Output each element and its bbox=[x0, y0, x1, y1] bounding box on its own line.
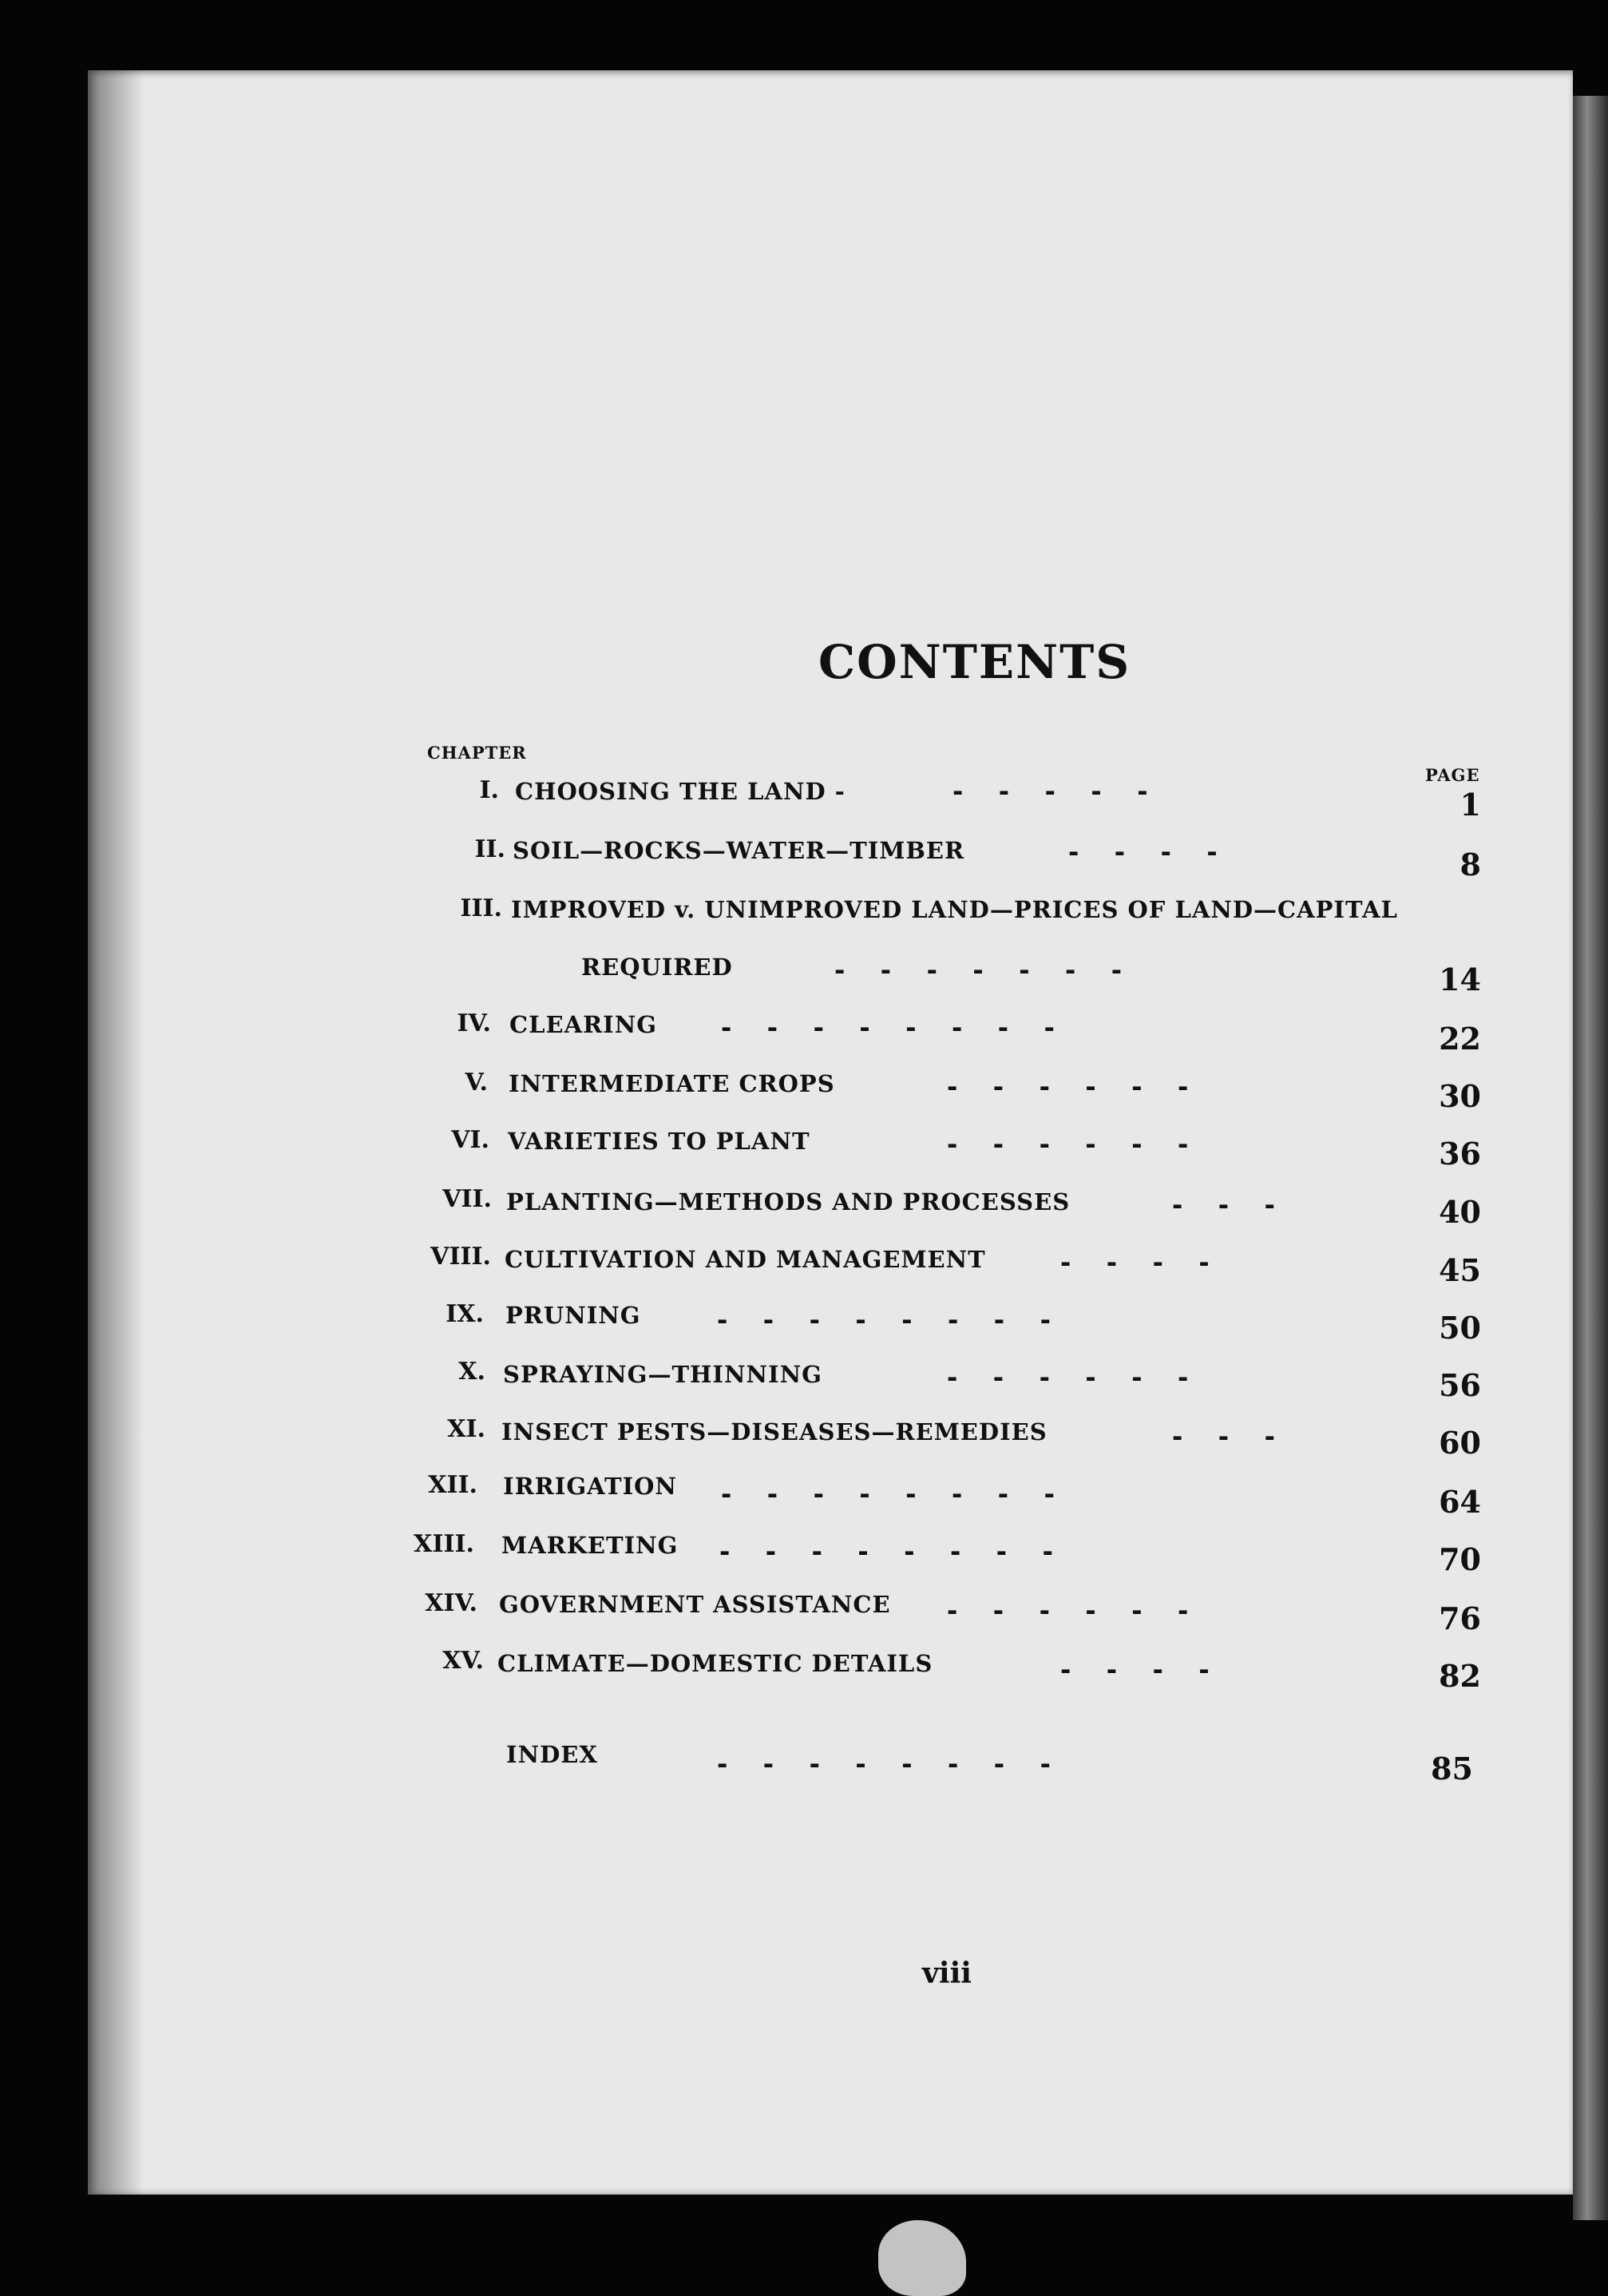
leader-dots: - - - - bbox=[1058, 1655, 1212, 1685]
page-edge bbox=[1573, 96, 1608, 2220]
chapter-number: VIII. bbox=[430, 1243, 491, 1271]
leader-dots: - - - - - - bbox=[945, 1362, 1191, 1393]
chapter-number: XII. bbox=[428, 1471, 477, 1499]
chapter-title-continuation: REQUIRED bbox=[581, 954, 733, 981]
leader-dots: - - - - - - - - bbox=[717, 1537, 1055, 1567]
chapter-number: IX. bbox=[446, 1300, 484, 1328]
chapter-number: I. bbox=[479, 776, 499, 804]
page-number: 85 bbox=[1431, 1751, 1473, 1786]
page-number: 36 bbox=[1439, 1136, 1481, 1172]
chapter-number: XIII. bbox=[414, 1530, 474, 1558]
page-number: 14 bbox=[1439, 962, 1481, 997]
page-number: 45 bbox=[1439, 1252, 1481, 1288]
chapter-column-heading: CHAPTER bbox=[427, 743, 527, 763]
chapter-title: GOVERNMENT ASSISTANCE bbox=[499, 1591, 891, 1618]
chapter-number: VII. bbox=[442, 1185, 492, 1213]
chapter-title: IMPROVED v. UNIMPROVED LAND—PRICES OF LAND—CAPITAL bbox=[511, 896, 1398, 923]
leader-dots: - - - - - - bbox=[945, 1596, 1191, 1626]
page-number: 70 bbox=[1439, 1541, 1481, 1577]
chapter-number: VI. bbox=[451, 1126, 489, 1154]
chapter-title: IRRIGATION bbox=[503, 1473, 677, 1500]
page-column-heading: PAGE bbox=[1425, 765, 1480, 785]
leader-dots: - - - - - - - - bbox=[719, 1013, 1057, 1043]
page-number: 64 bbox=[1439, 1484, 1481, 1520]
page-title: CONTENTS bbox=[818, 635, 1131, 689]
chapter-number: XV. bbox=[442, 1647, 484, 1675]
chapter-title: SOIL—ROCKS—WATER—TIMBER bbox=[513, 837, 965, 864]
leader-dots: - - - - bbox=[1066, 837, 1220, 867]
leader-dots: - - - bbox=[1170, 1190, 1277, 1220]
chapter-number: XI. bbox=[447, 1415, 485, 1443]
page-number: 40 bbox=[1439, 1194, 1481, 1230]
folio-page-number: viii bbox=[922, 1957, 972, 1990]
leader-dots: - - - - bbox=[1058, 1247, 1212, 1278]
leader-dots: - - - - - bbox=[950, 776, 1151, 807]
chapter-number: IV. bbox=[457, 1009, 491, 1037]
chapter-title: INSECT PESTS—DISEASES—REMEDIES bbox=[501, 1418, 1048, 1445]
page-number: 76 bbox=[1439, 1600, 1481, 1636]
chapter-title: CULTIVATION AND MANAGEMENT bbox=[505, 1246, 986, 1273]
page-number: 50 bbox=[1439, 1310, 1481, 1346]
leader-dots: - - - - - - - - bbox=[715, 1305, 1053, 1335]
page-number: 8 bbox=[1459, 847, 1481, 882]
chapter-number: III. bbox=[460, 894, 502, 922]
chapter-title: CHOOSING THE LAND - bbox=[515, 778, 846, 805]
page-number: 56 bbox=[1439, 1367, 1481, 1403]
leader-dots: - - - bbox=[1170, 1422, 1277, 1452]
leader-dots: - - - - - - - - bbox=[719, 1479, 1057, 1509]
chapter-number: II. bbox=[474, 835, 505, 863]
chapter-number: X. bbox=[458, 1358, 485, 1386]
page-number: 1 bbox=[1459, 787, 1481, 823]
leader-dots: - - - - - - bbox=[945, 1129, 1191, 1160]
chapter-title: VARIETIES TO PLANT bbox=[508, 1128, 810, 1155]
chapter-title: CLEARING bbox=[509, 1011, 658, 1038]
page-number: 82 bbox=[1439, 1658, 1481, 1694]
chapter-title: SPRAYING—THINNING bbox=[503, 1361, 822, 1388]
chapter-title: CLIMATE—DOMESTIC DETAILS bbox=[497, 1650, 933, 1677]
chapter-title: INTERMEDIATE CROPS bbox=[509, 1070, 835, 1097]
leader-dots: - - - - - - - - bbox=[715, 1749, 1053, 1779]
chapter-title: MARKETING bbox=[501, 1532, 679, 1559]
page-number: 60 bbox=[1439, 1425, 1481, 1461]
paper-fragment bbox=[878, 2220, 966, 2296]
chapter-number: V. bbox=[465, 1069, 488, 1096]
page-number: 30 bbox=[1439, 1078, 1481, 1114]
spine-shadow bbox=[88, 70, 144, 2195]
chapter-title: PLANTING—METHODS AND PROCESSES bbox=[506, 1188, 1071, 1215]
chapter-number: XIV. bbox=[425, 1589, 477, 1617]
chapter-title: PRUNING bbox=[505, 1302, 641, 1329]
index-title: INDEX bbox=[506, 1741, 598, 1768]
leader-dots: - - - - - - - bbox=[832, 955, 1125, 985]
book-page bbox=[88, 70, 1573, 2195]
page-number: 22 bbox=[1439, 1021, 1481, 1057]
leader-dots: - - - - - - bbox=[945, 1072, 1191, 1102]
